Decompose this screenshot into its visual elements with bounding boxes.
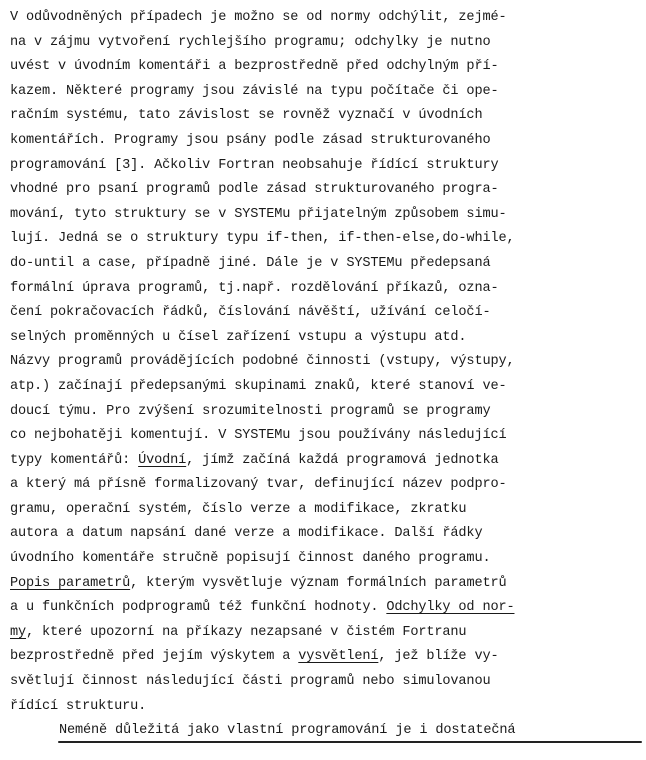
paragraph-start-line: Neméně důležitá jako vlastní programování je i dostatečná: [59, 723, 516, 739]
text-line: co nejbohatěji komentují. V SYSTEMu jsou používány následující: [10, 428, 507, 444]
typewritten-page: [10, 6, 646, 744]
text-line: světlují činnost následující části programů nebo simulovanou: [10, 674, 491, 690]
text-line: autora a datum napsání dané verze a modifikace. Další řádky: [10, 526, 483, 542]
text-line: V odůvodněných případech je možno se od normy odchýlit, zejmé-: [10, 10, 507, 25]
text-span: , jež blíže vy-: [378, 649, 499, 665]
text-line: [10, 596, 646, 621]
text-line: na v zájmu vytvoření rychlejšího programu; odchylky je nutno: [10, 34, 491, 50]
underlined-term-vysvetleni: vysvětlení: [298, 649, 379, 665]
text-line: [10, 645, 646, 670]
text-line: lují. Jedná se o struktury typu if-then, if-then-else,do-while,: [10, 231, 515, 247]
text-line: a který má přísně formalizovaný tvar, definující název podpro-: [10, 477, 507, 493]
text-line: Názvy programů provádějících podobné činnosti (vstupy, výstupy,: [10, 354, 515, 370]
text-line: programování [3]. Ačkoliv Fortran neobsahuje řídící struktury: [10, 157, 499, 173]
text-span: a u funkčních podprogramů též funkční hodnoty.: [10, 600, 387, 616]
text-span: bezprostředně před jejím výskytem a: [10, 649, 299, 665]
underlined-term-uvodni: Úvodní: [138, 452, 187, 468]
horizontal-rule: [58, 741, 642, 743]
text-span: , kterým vysvětluje význam formálních parametrů: [130, 575, 507, 591]
text-line: selných proměnných u čísel zařízení vstupu a výstupu atd.: [10, 329, 467, 345]
text-line: komentářích. Programy jsou psány podle zásad strukturovaného: [10, 132, 491, 148]
underlined-term-popis-parametru: Popis parametrů: [10, 575, 131, 591]
text-line: do-until a case, případně jiné. Dále je v SYSTEMu předepsaná: [10, 255, 491, 271]
text-line: řídící strukturu.: [10, 698, 147, 714]
text-line: úvodního komentáře stručně popisují činnost daného programu.: [10, 551, 491, 567]
text-line: uvést v úvodním komentáři a bezprostředně před odchylným pří-: [10, 59, 499, 75]
underlined-term-odchylky: Odchylky od nor-: [386, 600, 515, 616]
text-line: račním systému, tato závislost se rovněž vyznačí v úvodních: [10, 108, 483, 124]
text-span: , jímž začíná každá programová jednotka: [186, 452, 499, 468]
text-span: , které upozorní na příkazy nezapsané v čistém Fortranu: [26, 624, 467, 640]
text-line: gramu, operační systém, číslo verze a modifikace, zkratku: [10, 501, 467, 517]
text-line: [10, 572, 646, 597]
text-line: doucí týmu. Pro zvýšení srozumitelnosti programů se programy: [10, 403, 491, 419]
text-line: kazem. Některé programy jsou závislé na typu počítače či ope-: [10, 83, 499, 99]
underlined-term-odchylky-cont: my: [10, 624, 27, 640]
text-line: atp.) začínají předepsanými skupinami znaků, které stanoví ve-: [10, 378, 507, 394]
text-line: [10, 621, 646, 646]
text-line: čení pokračovacích řádků, číslování návěští, užívání celočí-: [10, 305, 491, 321]
text-span: typy komentářů:: [10, 452, 139, 468]
text-line: [10, 449, 646, 474]
text-line: formální úprava programů, tj.např. rozdělování příkazů, ozna-: [10, 280, 499, 296]
text-line: mování, tyto struktury se v SYSTEMu přijatelným způsobem simu-: [10, 206, 507, 222]
text-line: vhodné pro psaní programů podle zásad strukturovaného progra-: [10, 182, 499, 198]
